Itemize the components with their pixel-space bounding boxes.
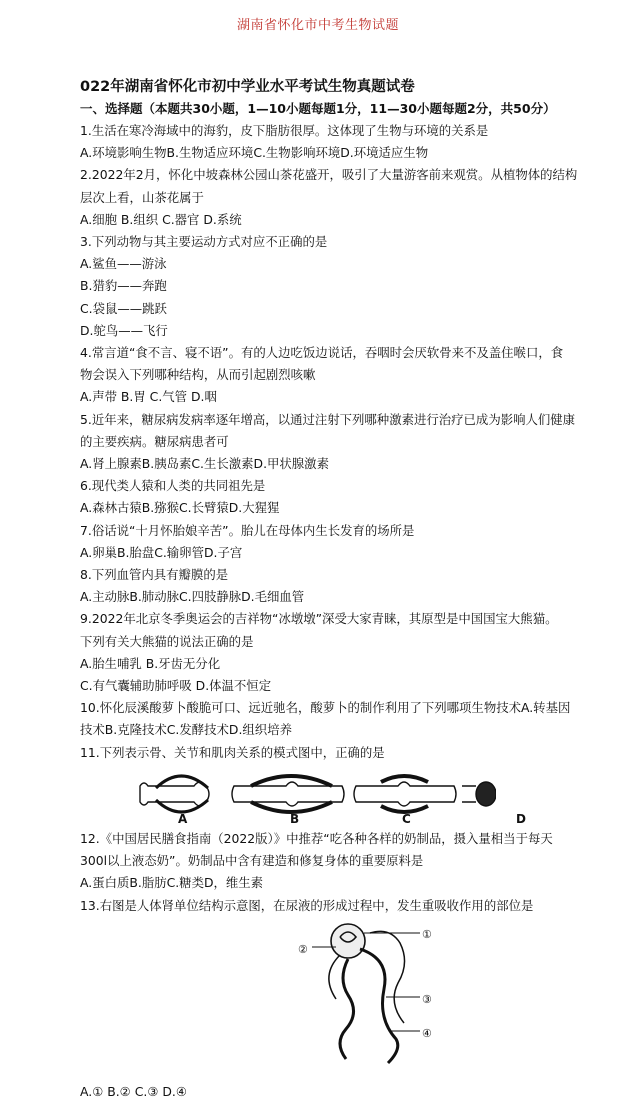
text-line: 10.怀化辰溪酸萝卜酸脆可口、远近驰名，酸萝卜的制作利用了下列哪项生物技术A.转基因 <box>80 700 571 716</box>
question-lines-1-11 <box>80 120 628 764</box>
text-line: 的主要疾病。糖尿病患者可 <box>80 433 229 449</box>
fig11-label-c: C <box>402 811 411 826</box>
text-line: 技术B.克隆技术C.发酵技术D.组织培养 <box>80 722 292 738</box>
figure-bone-joint-muscle <box>80 768 628 826</box>
text-line: C.袋鼠——跳跃 <box>80 300 167 316</box>
fig11-c-drawing <box>354 776 456 812</box>
fig11-a-drawing <box>140 776 209 812</box>
text-line: A.① B.② C.③ D.④ <box>80 1083 187 1099</box>
text-line: D.鸵鸟——飞行 <box>80 322 168 338</box>
text-line: 12.《中国居民膳食指南（2022版）》中推荐“吃各种各样的奶制品，摄入量相当于每天 <box>80 830 553 846</box>
text-line: 9.2022年北京冬季奥运会的吉祥物“冰墩墩”深受大家青睐，其原型是中国国宝大熊猫。 <box>80 611 558 627</box>
fig13-callout-1: ① <box>422 927 432 941</box>
text-line: 4.常言道“食不言、寝不语”。有的人边吃饭边说话，吞咽时会厌软骨来不及盖住喉口，食 <box>80 345 564 361</box>
text-line: 层次上看，山茶花属于 <box>80 189 204 205</box>
text-line: 13.右图是人体肾单位结构示意图，在尿液的形成过程中，发生重吸收作用的部位是 <box>80 897 534 913</box>
fig11-label-b: B <box>290 811 300 826</box>
fig11-b-drawing <box>232 776 344 812</box>
text-line: A.胎生哺乳 B.牙齿无分化 <box>80 655 221 671</box>
question-body <box>80 120 628 1103</box>
text-line: A.声带 B.胃 C.气管 D.咽 <box>80 389 217 405</box>
fig13-callout-2: ② <box>298 942 308 956</box>
text-line: 3.下列动物与其主要运动方式对应不正确的是 <box>80 234 328 250</box>
text-line: A.鲨鱼——游泳 <box>80 256 167 272</box>
text-line: 300l以上液态奶”。奶制品中含有建造和修复身体的重要原料是 <box>80 853 424 869</box>
fig11-d-drawing <box>462 782 496 806</box>
text-line: 5.近年来，糖尿病发病率逐年增高，以通过注射下列哪种激素进行治疗已成为影响人们健康 <box>80 411 576 427</box>
fig11-label-a: A <box>178 811 188 826</box>
text-line: 8.下列血管内具有瓣膜的是 <box>80 567 229 583</box>
text-line: 7.俗话说“十月怀胎娘辛苦”。胎儿在母体内生长发育的场所是 <box>80 522 415 538</box>
text-line: 6.现代类人猿和人类的共同祖先是 <box>80 478 266 494</box>
text-line: A.细胞 B.组织 C.器官 D.系统 <box>80 211 242 227</box>
text-line: 2.2022年2月，怀化中坡森林公园山茶花盛开，吸引了大量游客前来观赏。从植物体的结构 <box>80 167 578 183</box>
document-title: 022年湖南省怀化市初中学业水平考试生物真题试卷 <box>80 79 415 95</box>
fig11-label-d: D <box>516 811 526 826</box>
text-line: B.猎豹——奔跑 <box>80 278 167 294</box>
fig13-callout-4: ④ <box>422 1026 432 1040</box>
text-line: 下列有关大熊猫的说法正确的是 <box>80 633 254 649</box>
text-line: A.主动脉B.肺动脉C.四肢静脉D.毛细血管 <box>80 589 305 605</box>
text-line: A.肾上腺素B.胰岛素C.生长激素D.甲状腺激素 <box>80 456 329 472</box>
question-lines-12-13 <box>80 828 628 917</box>
figure-11-drawing <box>136 768 496 820</box>
fig13-callout-3: ③ <box>422 992 432 1006</box>
text-line: A.蛋白质B.脂肪C.糖类D，维生素 <box>80 875 264 891</box>
text-line: A.森林古猿B.猕猴C.长臂猿D.大猩猩 <box>80 500 280 516</box>
figure-nephron <box>80 919 628 1075</box>
text-line: 11.下列表示骨、关节和肌肉关系的模式图中，正确的是 <box>80 744 385 760</box>
text-line: A.卵巢B.胎盘C.输卵管D.子宫 <box>80 544 243 560</box>
text-line: C.有气囊辅助肺呼吸 D.体温不恒定 <box>80 678 272 694</box>
question-lines-13-options <box>80 1081 628 1103</box>
page-header: 湖南省怀化市中考生物试题 <box>236 18 399 33</box>
text-line: 1.生活在寒冷海域中的海豹，皮下脂肪很厚。这体现了生物与环境的关系是 <box>80 123 489 138</box>
section-heading: 一、选择题（本题共30小题，1—10小题每题1分，11—30小题每题2分，共50分） <box>80 101 556 116</box>
text-line: 物会误入下列哪种结构，从而引起剧烈咳嗽 <box>80 367 316 383</box>
text-line: A.环境影响生物B.生物适应环境C.生物影响环境D.环境适应生物 <box>80 145 429 161</box>
figure-13-drawing <box>300 919 430 1075</box>
